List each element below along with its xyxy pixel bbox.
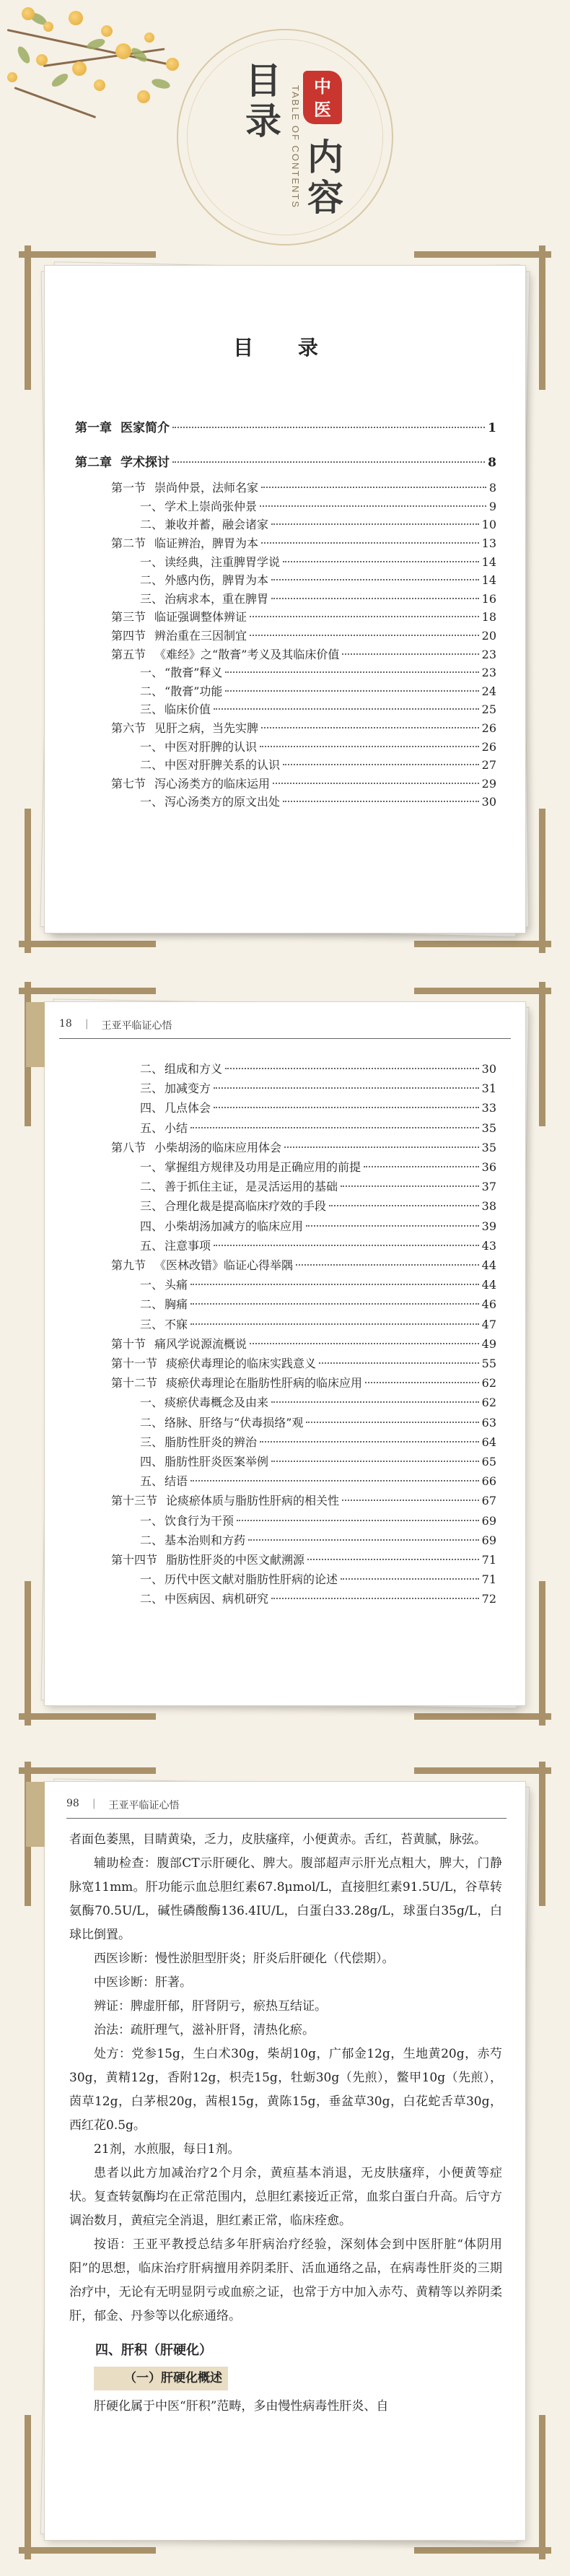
toc-entry-title: 络脉、肝络与“伏毒损络”观 <box>165 1415 304 1430</box>
toc-leader-dots <box>271 1598 479 1599</box>
toc-entry <box>111 479 496 495</box>
toc-entry-title: 加减变方 <box>165 1082 211 1096</box>
toc-entry-title: 组成和方义 <box>165 1062 223 1076</box>
toc-leader-dots <box>365 1382 479 1383</box>
toc-entry-number: 第二章 <box>75 455 112 470</box>
toc-entry-number: 二、 <box>140 1180 164 1194</box>
toc-entry <box>140 590 496 606</box>
toc-entry-number: 二、 <box>140 1297 164 1312</box>
toc-entry-number: 一、 <box>140 499 164 513</box>
toc-entry-title: 注意事项 <box>165 1238 211 1253</box>
toc-entry-page: 13 <box>481 536 496 550</box>
toc-entry-title: 脂肪性肝炎的中医文献溯源 <box>166 1553 305 1567</box>
toc-entry-title: 痰瘀伏毒概念及由来 <box>165 1396 269 1410</box>
toc-entry-title: 掌握组方规律及功用是正确应用的前提 <box>165 1160 361 1174</box>
toc-entry-number: 第六节 <box>111 721 146 735</box>
title-english: TABLE OF CONTENTS <box>290 85 301 209</box>
toc-entry-title: 临证辨治，脾胃为本 <box>154 536 259 550</box>
toc-entry <box>140 738 496 754</box>
toc-entry-number: 二、 <box>140 1415 164 1430</box>
body-text <box>69 1828 502 2419</box>
title-neirong: 内容 <box>307 136 343 219</box>
toc-leader-dots <box>329 1205 479 1206</box>
toc-entry <box>140 1276 496 1292</box>
toc-page-2 <box>19 982 551 1726</box>
toc-entry-number: 一、 <box>140 1513 164 1528</box>
toc-entry-title: 不寐 <box>165 1317 188 1331</box>
toc-leader-dots <box>190 1284 479 1285</box>
toc-entry <box>140 1217 496 1234</box>
toc-entry-title: 中医病因、病机研究 <box>165 1592 269 1606</box>
toc-entry-number: 一、 <box>140 1572 164 1587</box>
toc-entry-page: 30 <box>481 795 496 809</box>
toc-entry <box>140 1060 496 1076</box>
body-paragraph: 处方：党参15g，生白术30g，柴胡10g，广郁金12g，生地黄20g，赤芍30g，黄精12g，香附12g，枳壳15g，牡蛎30g（先煎），鳖甲10g（先煎），茵草12g，白茅根20g，茜根15g，黄陈15g，垂盆草30g，白花蛇舌草30g，西红花0.5g。 <box>69 2047 502 2133</box>
toc-entry-number: 四、 <box>140 1455 164 1468</box>
toc-entry-page: 24 <box>481 684 496 698</box>
toc-entry-page: 23 <box>481 666 496 680</box>
toc-entry-page: 69 <box>481 1513 496 1528</box>
toc-leader-dots <box>307 1559 479 1560</box>
body-paragraph: 肝硬化属于中医“肝积”范畴，多由慢性病毒性肝炎、自 <box>94 2399 389 2414</box>
toc-entry-title: 《医林改错》临证心得举隅 <box>154 1258 294 1272</box>
toc-entry-title: 辨治重在三因制宜 <box>154 629 247 643</box>
toc-entry-page: 38 <box>481 1199 496 1214</box>
toc-entry-title: 临证强调整体辨证 <box>154 610 247 625</box>
toc-entry-number: 一、 <box>140 666 164 680</box>
toc-entry-title: 崇尚仲景，法师名家 <box>154 481 259 495</box>
toc-entry-page: 64 <box>481 1435 496 1449</box>
toc-entry-page: 66 <box>481 1474 496 1489</box>
toc-entry-title: “散膏”释义 <box>165 666 223 680</box>
toc-entry-title: 头痛 <box>165 1278 188 1292</box>
toc-entry-page: 26 <box>481 721 496 735</box>
toc-entry <box>140 1512 496 1528</box>
running-header: 18 | 王亚平临证心悟 <box>59 1018 172 1032</box>
toc-entry-number: 三、 <box>140 1317 164 1331</box>
toc-entry-page: 25 <box>481 702 496 717</box>
running-header: 98 | 王亚平临证心悟 <box>66 1798 180 1811</box>
toc-leader-dots <box>250 616 479 617</box>
sub-heading-line <box>69 2367 502 2390</box>
toc-leader-dots <box>225 671 478 673</box>
toc-leader-dots <box>250 635 479 636</box>
toc-entry-number: 二、 <box>140 1592 164 1606</box>
toc-entry-page: 71 <box>481 1553 496 1567</box>
page-number: 18 <box>59 1018 72 1030</box>
toc-entry <box>111 1354 496 1371</box>
body-paragraph: 辨证：脾虚肝郁，肝肾阴亏，瘀热互结证。 <box>94 1999 327 2014</box>
toc-entry-title: 外感内伤，脾胃为本 <box>165 573 269 588</box>
toc-entry-number: 二、 <box>140 758 164 773</box>
body-paragraph: 治法：疏肝理气，滋补肝肾，清热化瘀。 <box>94 2023 315 2037</box>
toc-entry-title: 泻心汤类方的临床运用 <box>154 776 271 791</box>
toc-entry-title: 痛风学说源流概说 <box>154 1336 247 1351</box>
toc-leader-dots <box>172 461 485 463</box>
toc-leader-dots <box>271 523 479 525</box>
toc-entry <box>111 534 496 551</box>
toc-entry-number: 第十四节 <box>111 1553 158 1567</box>
toc-entry-page: 63 <box>481 1415 496 1430</box>
toc-entry-number: 三、 <box>140 591 164 606</box>
toc-entry <box>75 417 496 435</box>
toc-entry-number: 五、 <box>140 1121 164 1135</box>
toc-entry-number: 第十节 <box>111 1336 146 1351</box>
toc-leader-dots <box>341 1578 479 1580</box>
toc-entry-title: 痰瘀伏毒理论的临床实践意义 <box>166 1357 317 1370</box>
page-3-sheet <box>45 1782 525 2540</box>
toc-entry-page: 20 <box>481 629 496 643</box>
toc-leader-dots <box>190 1127 479 1128</box>
toc-leader-dots <box>190 1303 479 1305</box>
toc-entry <box>111 1492 496 1508</box>
toc-leader-dots <box>261 542 479 544</box>
toc-entry <box>140 1178 496 1194</box>
toc-entry-page: 43 <box>481 1238 496 1253</box>
toc-leader-dots <box>271 579 479 580</box>
toc-entry-page: 46 <box>481 1297 496 1312</box>
red-seal-stamp <box>303 71 342 124</box>
toc-entry <box>140 571 496 588</box>
toc-leader-dots <box>172 427 485 428</box>
toc-entry-number: 二、 <box>140 684 164 698</box>
toc-entry <box>140 1590 496 1606</box>
toc-entry-page: 35 <box>481 1121 496 1135</box>
toc-entry <box>140 1315 496 1332</box>
toc-entry-title: 小结 <box>165 1121 188 1135</box>
toc-entry <box>140 1453 496 1469</box>
toc-entry <box>111 1256 496 1273</box>
title-seal <box>177 29 393 245</box>
toc-entry <box>140 1414 496 1430</box>
toc-entry-page: 69 <box>481 1533 496 1547</box>
toc-entry-number: 三、 <box>140 702 164 717</box>
toc-entry-page: 8 <box>488 455 496 470</box>
toc-leader-dots <box>214 1107 479 1108</box>
toc-entry-number: 二、 <box>140 518 164 532</box>
toc-entry-page: 23 <box>481 647 496 661</box>
toc-entry <box>140 756 496 773</box>
toc-entry-page: 65 <box>481 1455 496 1468</box>
toc-entry <box>111 645 496 662</box>
toc-entry-title: 结语 <box>165 1474 188 1489</box>
body-paragraph: 辅助检查：腹部CT示肝硬化、脾大。腹部超声示肝光点粗大，脾大，门静脉宽11mm。肝功能示血总胆红素67.8μmol/L，直接胆红素91.5U/L，谷草转氨酶70.5U/L，碱性磷酸酶136.4IU/L，白蛋白33.28g/L，球蛋白35g/L，白球比倒置。 <box>69 1856 502 1942</box>
body-paragraph: 者面色萎黑，目睛黄染，乏力，皮肤瘙痒，小便黄赤。舌红，苔黄腻，脉弦。 <box>69 1832 486 1847</box>
toc-entry-title: 小柴胡汤的临床应用体会 <box>154 1140 282 1154</box>
toc-entry <box>140 663 496 680</box>
header-rule <box>66 1818 507 1819</box>
toc-leader-dots <box>364 1166 479 1167</box>
toc-entry-title: 医家简介 <box>120 421 170 435</box>
body-paragraph: 按语：王亚平教授总结多年肝病治疗经验，深刻体会到中医肝脏“体阴用阳”的思想，临床治疗肝病擅用养阴柔肝、活血通络之品，在病毒性肝炎的三期治疗中，无论有无明显阴亏或血瘀之证，也常于方中加入赤芍、黄精等以养阴柔肝，郁金、丹参等以化瘀通络。 <box>69 2237 502 2323</box>
toc-entry-title: 治病求本，重在脾胃 <box>165 591 269 606</box>
toc-entry-title: 基本治则和方药 <box>165 1533 246 1547</box>
toc-entry-page: 31 <box>481 1082 496 1096</box>
toc-title: 目 录 <box>233 336 337 360</box>
toc-entry-number: 第八节 <box>111 1140 146 1154</box>
toc-leader-dots <box>283 801 479 802</box>
toc-leader-dots <box>237 1520 479 1521</box>
toc-leader-dots <box>283 561 479 562</box>
toc-entry-title: 临床价值 <box>165 702 211 717</box>
book-title: 王亚平临证心悟 <box>101 1020 172 1032</box>
toc-entry-title: 兼收并蓄，融会诸家 <box>165 518 269 532</box>
body-paragraph: 西医诊断：慢性淤胆型肝炎；肝炎后肝硬化（代偿期）。 <box>94 1951 395 1966</box>
toc-entry <box>140 1197 496 1214</box>
toc-entry-title: 几点体会 <box>165 1101 211 1115</box>
toc-leader-dots <box>248 1539 479 1541</box>
toc-entry <box>140 1295 496 1312</box>
toc-entry-page: 9 <box>488 499 496 513</box>
toc-leader-dots <box>273 783 479 784</box>
toc-entry-title: 中医对肝脾的认识 <box>165 739 258 754</box>
toc-leader-dots <box>271 598 479 599</box>
toc-entry-title: 论痰瘀体质与脂肪性肝病的相关性 <box>166 1494 340 1508</box>
toc-entry-page: 67 <box>481 1494 496 1508</box>
toc-entry-title: 善于抓住主证，是灵活运用的基础 <box>165 1180 338 1194</box>
toc-entry <box>140 1158 496 1175</box>
toc-leader-dots <box>284 1146 479 1148</box>
toc-leader-dots <box>190 1323 479 1325</box>
body-paragraph: 21剂，水煎服，每日1剂。 <box>94 2142 240 2157</box>
toc-entry-page: 30 <box>481 1062 496 1076</box>
toc-entry <box>140 1472 496 1489</box>
toc-entry <box>140 553 496 570</box>
page-1-sheet <box>45 266 525 933</box>
toc-entry-number: 第十二节 <box>111 1376 158 1391</box>
toc-entry-number: 第四节 <box>111 629 146 643</box>
title-mulu: 目录 <box>245 59 281 142</box>
toc-entry-page: 72 <box>481 1592 496 1606</box>
toc-leader-dots <box>260 746 479 747</box>
toc-leader-dots <box>225 1068 479 1069</box>
toc-entry-page: 49 <box>481 1336 496 1351</box>
toc-entry-title: 历代中医文献对脂肪性肝病的论述 <box>165 1572 338 1587</box>
toc-leader-dots <box>271 1401 479 1403</box>
toc-entry-page: 16 <box>481 591 496 606</box>
toc-entry-page: 33 <box>481 1101 496 1115</box>
toc-leader-dots <box>341 1185 479 1187</box>
toc-entry-title: 学术上崇尚张仲景 <box>165 499 258 513</box>
toc-entry-title: 中医对肝脾关系的认识 <box>165 758 281 773</box>
page-tab <box>26 1002 45 1067</box>
toc-entry <box>140 1531 496 1548</box>
toc-leader-dots <box>190 1480 479 1481</box>
toc-entry-page: 47 <box>481 1317 496 1331</box>
toc-entry-number: 四、 <box>140 1219 164 1233</box>
toc-entry <box>140 1237 496 1253</box>
toc-entry <box>111 627 496 643</box>
toc-entry-number: 五、 <box>140 1238 164 1253</box>
toc-leader-dots <box>225 690 478 692</box>
toc-entry-number: 第二节 <box>111 536 146 550</box>
toc-entry-number: 一、 <box>140 1396 164 1410</box>
toc-entry-title: 见肝之病，当先实脾 <box>154 721 259 735</box>
toc-entry-number: 一、 <box>140 795 164 809</box>
toc-entry-page: 14 <box>481 554 496 569</box>
toc-entry-page: 14 <box>481 573 496 588</box>
toc-entry <box>140 1079 496 1096</box>
toc-entry <box>111 608 496 625</box>
toc-entry <box>140 1119 496 1136</box>
content-page-98 <box>19 1762 551 2559</box>
toc-entry-number: 第一章 <box>75 421 112 435</box>
toc-entry-page: 1 <box>488 421 496 435</box>
toc-leader-dots <box>342 1500 479 1501</box>
toc-entry-number: 第三节 <box>111 610 146 625</box>
toc-leader-dots <box>260 505 486 507</box>
toc-entry-page: 8 <box>488 481 496 495</box>
toc-entry-title: 脂肪性肝炎的辨治 <box>165 1435 258 1449</box>
toc-leader-dots <box>250 1343 479 1344</box>
toc-entry-page: 62 <box>481 1376 496 1391</box>
toc-leader-dots <box>296 1264 479 1266</box>
toc-entry-page: 36 <box>481 1160 496 1174</box>
section-heading: 四、肝积（肝硬化） <box>95 2343 212 2358</box>
toc-entry-title: 《难经》之“散膏”考义及其临床价值 <box>154 647 340 661</box>
toc-entry-page: 44 <box>481 1258 496 1272</box>
toc-entry-number: 五、 <box>140 1474 164 1489</box>
toc-entry-page: 62 <box>481 1396 496 1410</box>
toc-entry <box>111 1139 496 1155</box>
toc-entry-number: 第一节 <box>111 481 146 495</box>
toc-entry-page: 35 <box>481 1140 496 1154</box>
toc-entry-title: 饮食行为干预 <box>165 1513 234 1528</box>
toc-entry-number: 二、 <box>140 573 164 588</box>
toc-entry-title: 学术探讨 <box>120 455 170 470</box>
toc-leader-dots <box>260 1441 479 1443</box>
toc-entry-title: 胸痛 <box>165 1297 188 1312</box>
toc-entry <box>140 682 496 699</box>
toc-leader-dots <box>342 653 478 655</box>
toc-entry <box>140 793 496 809</box>
osmanthus-flower-decoration <box>0 0 202 123</box>
toc-entry-title: 痰瘀伏毒理论在脂肪性肝病的临床应用 <box>166 1376 363 1391</box>
toc-leader-dots <box>214 1087 479 1089</box>
toc-leader-dots <box>261 727 479 728</box>
seal-char-1: 中 <box>314 76 331 97</box>
toc-entry-number: 一、 <box>140 1278 164 1292</box>
page-number: 98 <box>66 1798 79 1809</box>
toc-leader-dots <box>319 1362 479 1364</box>
header-rule <box>59 1038 511 1039</box>
sub-heading: （一）肝硬化概述 <box>94 2367 228 2390</box>
toc-entry <box>140 700 496 717</box>
body-paragraph: 患者以此方加减治疗2个月余，黄疸基本消退，无皮肤瘙痒，小便黄等症状。复查转氨酶均在正常范围内，总胆红素接近正常，血浆白蛋白升高。后守方调治数月，黄疸完全消退，胆红素正常，临床痊愈。 <box>69 2166 502 2228</box>
toc-entry-page: 10 <box>481 518 496 532</box>
toc-entry-title: 小柴胡汤加减方的临床应用 <box>165 1219 304 1233</box>
body-paragraph: 中医诊断：肝著。 <box>94 1975 192 1990</box>
page-2-sheet <box>45 1002 525 1705</box>
toc-entry-number: 二、 <box>140 1062 164 1076</box>
toc-entry-number: 第十三节 <box>111 1494 158 1508</box>
toc-leader-dots <box>214 708 479 710</box>
toc-entry-page: 29 <box>481 776 496 791</box>
toc-entry <box>140 1570 496 1587</box>
book-title: 王亚平临证心悟 <box>108 1800 180 1811</box>
toc-entry-title: 脂肪性肝炎医案举例 <box>165 1455 269 1468</box>
toc-entry <box>140 497 496 514</box>
toc-entry-page: 39 <box>481 1219 496 1233</box>
toc-entry-number: 第五节 <box>111 647 146 661</box>
toc-leader-dots <box>306 1225 479 1227</box>
toc-entry-number: 三、 <box>140 1199 164 1214</box>
toc-leader-dots <box>261 487 486 488</box>
toc-entry-title: 泻心汤类方的原文出处 <box>165 795 281 809</box>
toc-entry <box>140 515 496 532</box>
toc-entry <box>75 452 496 470</box>
toc-entry <box>140 1433 496 1450</box>
toc-entry-number: 一、 <box>140 739 164 754</box>
toc-entry <box>111 719 496 736</box>
toc-entry-number: 二、 <box>140 1533 164 1547</box>
toc-entry-page: 27 <box>481 758 496 773</box>
toc-leader-dots <box>271 1461 479 1462</box>
toc-entry <box>140 1393 496 1410</box>
toc-entry <box>111 1374 496 1391</box>
toc-entry-page: 26 <box>481 739 496 754</box>
toc-entry-title: 合理化裁是提高临床疗效的手段 <box>165 1199 327 1214</box>
toc-entry-page: 18 <box>481 610 496 625</box>
toc-entry-page: 71 <box>481 1572 496 1587</box>
toc-entry <box>111 1551 496 1567</box>
toc-entry <box>111 1335 496 1352</box>
toc-leader-dots <box>306 1422 478 1423</box>
toc-entry <box>140 1099 496 1115</box>
toc-page-1 <box>19 245 551 953</box>
toc-entry-page: 44 <box>481 1278 496 1292</box>
toc-leader-dots <box>283 764 479 765</box>
toc-entry-number: 第七节 <box>111 776 146 791</box>
seal-inner-ring <box>187 39 383 235</box>
toc-entry-number: 第九节 <box>111 1258 146 1272</box>
toc-leader-dots <box>214 1245 479 1246</box>
toc-entry-number: 三、 <box>140 1082 164 1096</box>
toc-entry-number: 四、 <box>140 1101 164 1115</box>
toc-entry-title: 读经典，注重脾胃学说 <box>165 554 281 569</box>
toc-entry-number: 第十一节 <box>111 1357 158 1370</box>
toc-header-banner <box>0 0 570 238</box>
toc-entry-number: 一、 <box>140 554 164 569</box>
toc-entry <box>111 775 496 791</box>
toc-entry-number: 一、 <box>140 1160 164 1174</box>
toc-entry-page: 55 <box>481 1357 496 1370</box>
toc-entry-page: 37 <box>481 1180 496 1194</box>
seal-char-2: 医 <box>314 99 331 120</box>
toc-entry-number: 三、 <box>140 1435 164 1449</box>
toc-entry-title: “散膏”功能 <box>165 684 223 698</box>
page-tab <box>26 1782 45 1847</box>
